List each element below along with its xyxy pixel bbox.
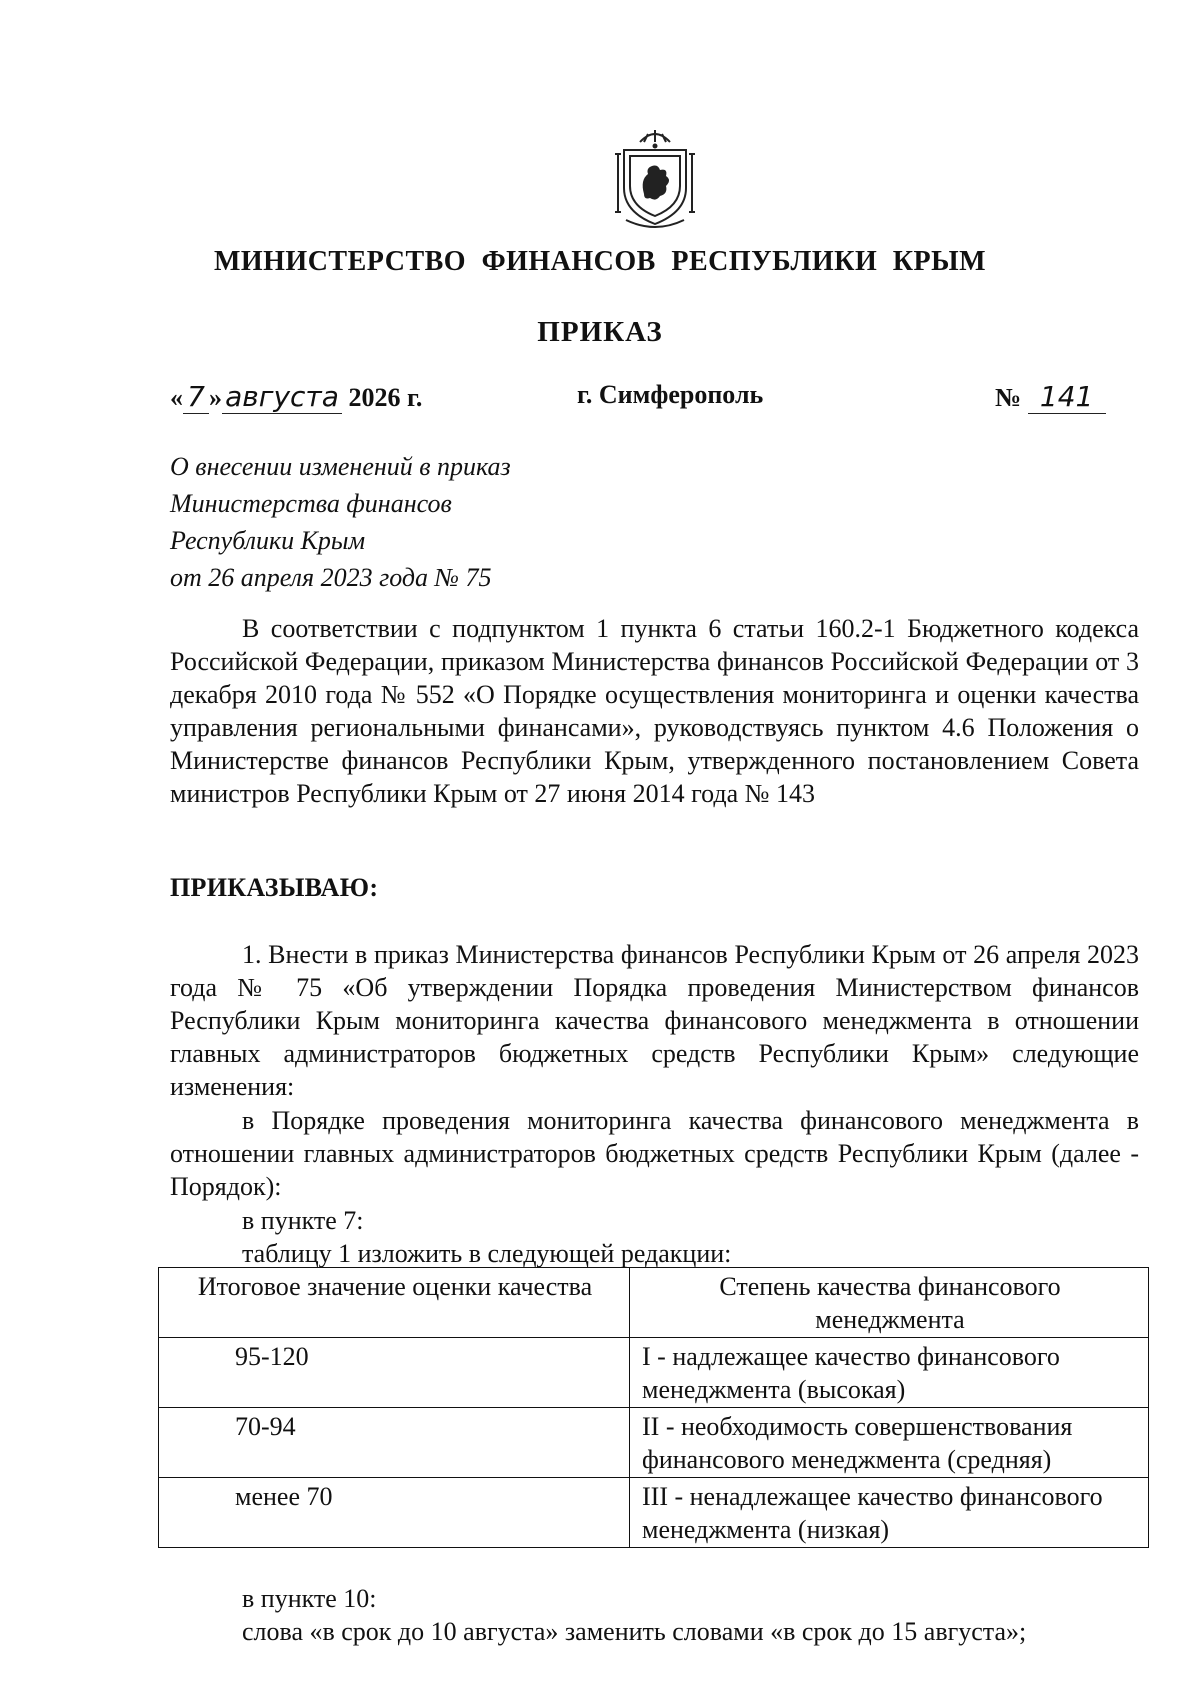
table-header-row: [159, 1268, 1149, 1338]
subject-line: Министерства финансов: [170, 489, 452, 518]
date-close-quote: »: [209, 383, 222, 412]
table-row: [159, 1478, 1149, 1548]
handwritten-month: августа: [222, 380, 342, 414]
order-number: [995, 380, 1106, 414]
subject-line: от 26 апреля 2023 года № 75: [170, 563, 492, 592]
handwritten-number: 141: [1028, 380, 1106, 414]
table-intro-line: таблицу 1 изложить в следующей редакции:: [242, 1239, 732, 1268]
table-row: [159, 1338, 1149, 1408]
preamble-paragraph: В соответствии с подпунктом 1 пункта 6 статьи 160.2-1 Бюджетного кодекса Российской Федерации, приказом Министерства финансов Российской Федерации от 3 декабря 2010 года № 552 «О Порядке осуществления мониторинга и оценки качества управления региональными финансами», руководствуясь пунктом 4.6 Положения о Министерстве финансов Республики Крым, утвержденного постановлением Совета министров Республики Крым от 27 июня 2014 года № 143: [170, 614, 1139, 808]
table-cell-degree: II - необходимость совершенствования финансового менеджмента (средняя): [630, 1408, 1149, 1478]
point-7-line: в пункте 7:: [242, 1206, 364, 1235]
number-label: №: [995, 383, 1022, 412]
procedure-paragraph: в Порядке проведения мониторинга качества финансового менеджмента в отношении главных администраторов бюджетных средств Республики Крым (далее - Порядок):: [170, 1106, 1139, 1201]
order-city: г. Симферополь: [577, 380, 764, 409]
crimea-coat-of-arms-icon: [610, 124, 700, 234]
order-subject: [170, 448, 511, 596]
table-cell-value: 70-94: [159, 1408, 630, 1478]
order-item-1: 1. Внести в приказ Министерства финансов Республики Крым от 26 апреля 2023 года № 75 «Об утверждении Порядка проведения Министерством финансов Республики Крым мониторинга качества финансового менеджмента в отношении главных администраторов бюджетных средств Республики Крым» следующие изменения:: [170, 940, 1139, 1101]
document-type-title: ПРИКАЗ: [537, 316, 663, 348]
order-year: 2026 г.: [348, 383, 423, 412]
table-cell-value: менее 70: [159, 1478, 630, 1548]
point-10-line: в пункте 10:: [242, 1584, 377, 1613]
table-cell-degree: I - надлежащее качество финансового менеджмента (высокая): [630, 1338, 1149, 1408]
quality-table: [158, 1267, 1149, 1548]
table-header-cell: Степень качества финансового менеджмента: [630, 1268, 1149, 1338]
order-date: [170, 380, 422, 414]
table-cell-degree: III - ненадлежащее качество финансового менеджмента (низкая): [630, 1478, 1149, 1548]
ministry-title: МИНИСТЕРСТВО ФИНАНСОВ РЕСПУБЛИКИ КРЫМ: [213, 246, 987, 277]
replacement-line: слова «в срок до 10 августа» заменить словами «в срок до 15 августа»;: [242, 1617, 1027, 1646]
subject-line: Республики Крым: [170, 526, 366, 555]
order-directive-heading: ПРИКАЗЫВАЮ:: [170, 873, 379, 902]
table-header-cell: Итоговое значение оценки качества: [159, 1268, 630, 1338]
subject-line: О внесении изменений в приказ: [170, 452, 511, 481]
table-row: [159, 1408, 1149, 1478]
table-cell-value: 95-120: [159, 1338, 630, 1408]
handwritten-day: 7: [183, 380, 209, 414]
date-open-quote: «: [170, 383, 183, 412]
